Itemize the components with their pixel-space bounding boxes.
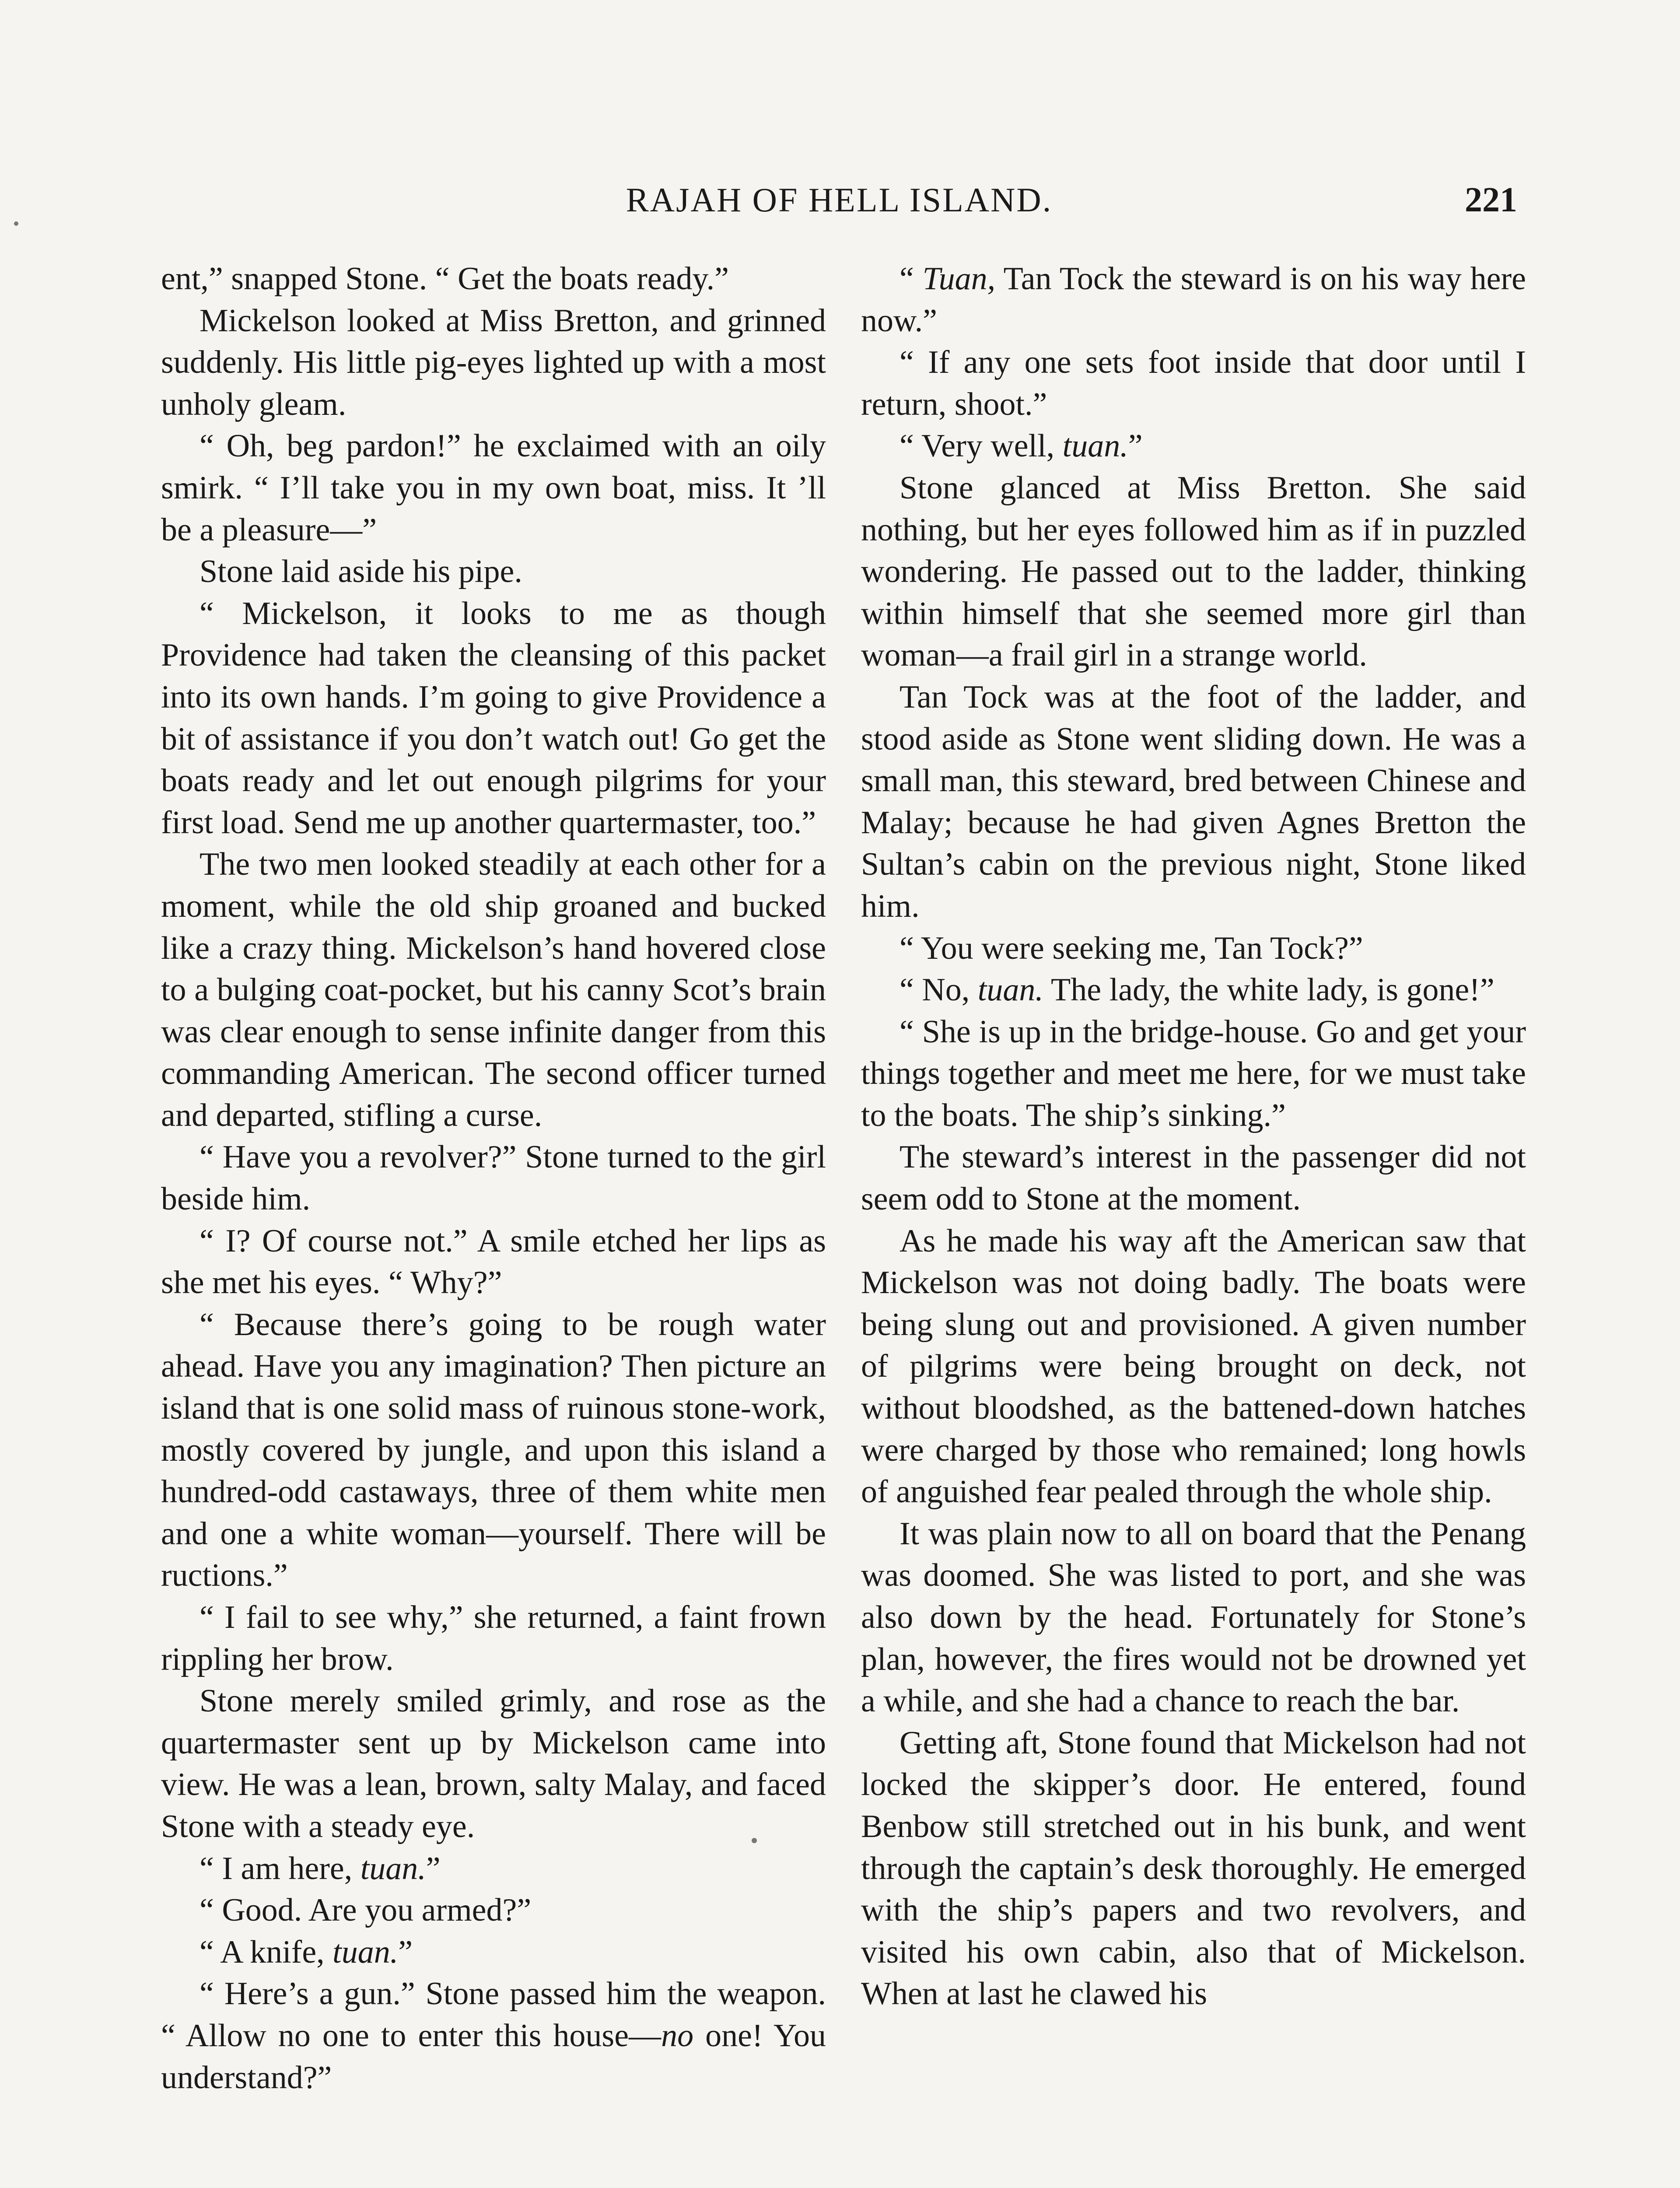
text-run: “ No, bbox=[900, 972, 978, 1008]
text-run: “ Because there’s going to be rough water ahead. Have you any imagination? Then picture an island that is one solid mass of ruinous stone-work, mostly covered by jungle, and upon this island a hundred-odd castaways, three of them white men and one a white woman—yourself. There will be ructions.” bbox=[161, 1306, 826, 1594]
text-run: ” bbox=[1128, 428, 1143, 464]
text-run: “ Oh, beg pardon!” he exclaimed with an oily smirk. “ I’ll take you in my own boat, miss. It ’ll be a pleasure—” bbox=[161, 428, 826, 548]
italic-text: tuan. bbox=[332, 1934, 399, 1970]
text-run: “ She is up in the bridge-house. Go and get your things together and meet me here, for we must take to the boats. The ship’s sinking.” bbox=[861, 1013, 1526, 1133]
paragraph bbox=[861, 425, 1526, 467]
text-run: Tan Tock the steward is on his way here now.” bbox=[861, 261, 1526, 339]
paragraph bbox=[861, 928, 1526, 970]
text-run: Stone glanced at Miss Bretton. She said nothing, but her eyes followed him as if in puzzled wondering. He passed out to the ladder, thinking within himself that she seemed more girl than woman—a frail girl in a strange world. bbox=[861, 470, 1526, 673]
paragraph bbox=[161, 258, 826, 300]
text-run: “ Very well, bbox=[900, 428, 1063, 464]
text-run: “ Mickelson, it looks to me as though Providence had taken the cleansing of this packet into its own hands. I’m going to give Providence a bit of assistance if you don’t watch out! Go get the boats ready and let out enough pilgrims for your first load. Send me up another quartermaster, too.” bbox=[161, 595, 826, 841]
text-run: “ I? Of course not.” A smile etched her lips as she met his eyes. “ Why?” bbox=[161, 1223, 826, 1301]
paragraph bbox=[161, 1680, 826, 1848]
page-number: 221 bbox=[1465, 181, 1517, 219]
paragraph bbox=[861, 258, 1526, 342]
right-text-column bbox=[861, 258, 1526, 2015]
paragraph bbox=[861, 677, 1526, 928]
text-run: Tan Tock was at the foot of the ladder, and stood aside as Stone went sliding down. He was a small man, this steward, bred between Chinese and Malay; because he had given Agnes Bretton the Sultan’s cabin on the previous night, Stone liked him. bbox=[861, 679, 1526, 924]
text-run: “ If any one sets foot inside that door until I return, shoot.” bbox=[861, 344, 1526, 422]
italic-text: no bbox=[661, 2017, 694, 2054]
paragraph bbox=[161, 1220, 826, 1304]
paragraph bbox=[161, 1597, 826, 1680]
paragraph bbox=[161, 1848, 826, 1890]
text-run: “ Have you a revolver?” Stone turned to the girl beside him. bbox=[161, 1139, 826, 1217]
paragraph bbox=[861, 1011, 1526, 1137]
running-title: RAJAH OF HELL ISLAND. bbox=[626, 181, 1053, 219]
paragraph bbox=[161, 1304, 826, 1597]
paragraph bbox=[161, 593, 826, 844]
text-run: The lady, the white lady, is gone!” bbox=[1043, 972, 1494, 1008]
paragraph bbox=[861, 1513, 1526, 1722]
paragraph bbox=[161, 1136, 826, 1220]
paragraph bbox=[861, 342, 1526, 425]
italic-text: tuan. bbox=[360, 1850, 426, 1886]
text-run: ” bbox=[426, 1850, 441, 1886]
paragraph bbox=[861, 467, 1526, 677]
text-run: “ bbox=[900, 261, 923, 297]
text-run: one! You understand?” bbox=[161, 2017, 826, 2096]
text-run: “ I am here, bbox=[200, 1850, 360, 1886]
text-run: As he made his way aft the American saw that Mickelson was not doing badly. The boats were being slung out and provisioned. A given number of pilgrims were being brought on deck, not without bloodshed, as the battened-down hatches were charged by those who remained; long howls of anguished fear pealed through the whole ship. bbox=[861, 1223, 1526, 1510]
paragraph bbox=[161, 1973, 826, 2099]
running-head bbox=[161, 180, 1517, 228]
paragraph bbox=[161, 425, 826, 551]
paragraph bbox=[861, 969, 1526, 1011]
text-run: ent,” snapped Stone. “ Get the boats ready.” bbox=[161, 261, 729, 297]
text-run: Stone laid aside his pipe. bbox=[200, 554, 522, 590]
text-run: “ Here’s a gun.” Stone passed him the weapon. “ Allow no one to enter this house— bbox=[161, 1976, 826, 2054]
paragraph bbox=[861, 1220, 1526, 1513]
paragraph bbox=[161, 844, 826, 1136]
text-run: “ A knife, bbox=[200, 1934, 333, 1970]
text-run: Stone merely smiled grimly, and rose as the quartermaster sent up by Mickelson came into view. He was a lean, brown, salty Malay, and faced Stone with a steady eye. bbox=[161, 1683, 826, 1844]
print-speck bbox=[14, 221, 18, 226]
text-run: “ I fail to see why,” she returned, a faint frown rippling her brow. bbox=[161, 1599, 826, 1677]
text-run: It was plain now to all on board that the Penang was doomed. She was listed to port, and she was also down by the head. Fortunately for Stone’s plan, however, the fires would not be drowned yet a while, and she had a chance to reach the bar. bbox=[861, 1515, 1526, 1719]
paragraph bbox=[861, 1136, 1526, 1220]
text-run: “ Good. Are you armed?” bbox=[200, 1892, 532, 1929]
text-run: Getting aft, Stone found that Mickelson had not locked the skipper’s door. He entered, found Benbow still stretched out in his bunk, and went through the captain’s desk thoroughly. He emerged with the ship’s papers and two revolvers, and visited his own cabin, also that of Mickelson. When at last he clawed his bbox=[861, 1725, 1526, 2012]
paragraph bbox=[161, 1890, 826, 1932]
text-run: Mickelson looked at Miss Bretton, and grinned suddenly. His little pig-eyes lighted up with a most unholy gleam. bbox=[161, 302, 826, 422]
text-run: The steward’s interest in the passenger did not seem odd to Stone at the moment. bbox=[861, 1139, 1526, 1217]
paragraph bbox=[861, 1722, 1526, 2015]
italic-text: Tuan, bbox=[922, 261, 996, 297]
text-run: “ You were seeking me, Tan Tock?” bbox=[900, 930, 1363, 966]
text-run: ” bbox=[398, 1934, 413, 1970]
paragraph bbox=[161, 1932, 826, 1974]
print-speck bbox=[752, 1838, 757, 1843]
paragraph bbox=[161, 551, 826, 593]
italic-text: tuan. bbox=[977, 972, 1043, 1008]
paragraph bbox=[161, 300, 826, 426]
italic-text: tuan. bbox=[1062, 428, 1128, 464]
text-run: The two men looked steadily at each other for a moment, while the old ship groaned and bucked like a crazy thing. Mickelson’s hand hovered close to a bulging coat-pocket, but his canny Scot’s brain was clear enough to sense infinite danger from this commanding American. The second officer turned and departed, stifling a curse. bbox=[161, 846, 826, 1133]
left-text-column bbox=[161, 258, 826, 2099]
